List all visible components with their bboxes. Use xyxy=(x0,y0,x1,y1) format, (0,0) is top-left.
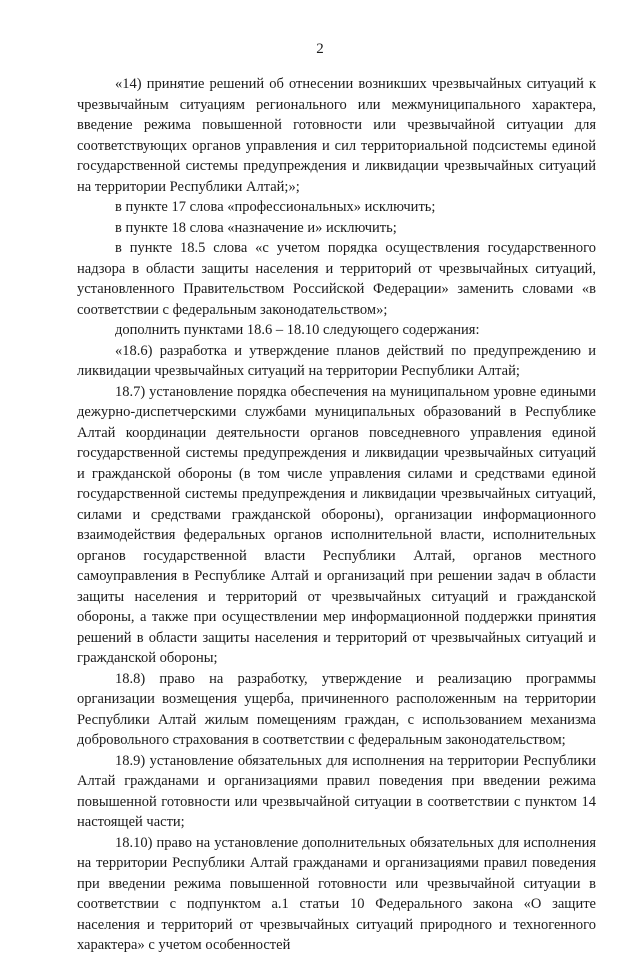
paragraph-item-14: «14) принятие решений об отнесении возникших чрезвычайных ситуаций к чрезвычайным ситуациям регионального или межмуниципального характера, введение режима повышенной готовности или чрезвычайной ситуации для соответствующих органов управления и сил территориальной подсистемы единой государственной системы предупреждения и ликвидации чрезвычайных ситуаций на территории Республики Алтай;»; xyxy=(77,76,596,195)
paragraph-add-points: дополнить пунктами 18.6 – 18.10 следующего содержания: xyxy=(115,322,480,338)
paragraph-point-17: в пункте 17 слова «профессиональных» исключить; xyxy=(115,199,436,215)
paragraph-point-18-5: в пункте 18.5 слова «с учетом порядка осуществления государственного надзора в области защиты населения и территорий от чрезвычайных ситуаций, установленного Правительством Российской Федерации» заменить словами «в соответствии с федеральным законодательством»; xyxy=(77,240,596,318)
paragraph-18-7: 18.7) установление порядка обеспечения на муниципальном уровне едиными дежурно-диспетчерскими службами муниципальных образований в Республике Алтай координации деятельности органов повседневного управления единой государственной системы предупреждения и ликвидации чрезвычайных ситуаций и гражданской обороны (в том числе управления силами и средствами единой государственной системы предупреждения и ликвидации чрезвычайных ситуаций, силами и средствами гражданской обороны), организации информационного взаимодействия федеральных органов исполнительной власти, исполнительных органов государственной власти Республики Алтай, органов местного самоуправления в Республике Алтай и организаций при решении задач в области защиты населения и территорий от чрезвычайных ситуаций и гражданской обороны, а также при осуществлении мер информационной поддержки принятия решений в области защиты населения и территорий от чрезвычайных ситуаций и гражданской обороны; xyxy=(77,383,596,666)
paragraph-18-10: 18.10) право на установление дополнительных обязательных для исполнения на территории Республики Алтай гражданами и организациями правил поведения при введении режима повышенной готовности или чрезвычайной ситуации в соответствии с подпунктом а.1 статьи 10 Федерального закона «О защите населения и территорий от чрезвычайных ситуаций природного и техногенного характера» с учетом особенностей xyxy=(77,834,596,953)
paragraph-18-6: «18.6) разработка и утверждение планов действий по предупреждению и ликвидации чрезвычайных ситуаций на территории Республики Алтай; xyxy=(77,342,596,379)
paragraph-18-8: 18.8) право на разработку, утверждение и реализацию программы организации возмещения ущерба, причиненного расположенным на территории Республики Алтай жилым помещениям граждан, с использованием механизма добровольного страхования в соответствии с федеральным законодательством; xyxy=(77,670,596,748)
paragraph-18-9: 18.9) установление обязательных для исполнения на территории Республики Алтай гражданами и организациями правил поведения при введении режима повышенной готовности или чрезвычайной ситуации в соответствии с пунктом 14 настоящей части; xyxy=(77,752,596,830)
document-body xyxy=(77,74,596,956)
paragraph-point-18: в пункте 18 слова «назначение и» исключить; xyxy=(115,219,397,236)
page-number: 2 xyxy=(316,41,324,57)
